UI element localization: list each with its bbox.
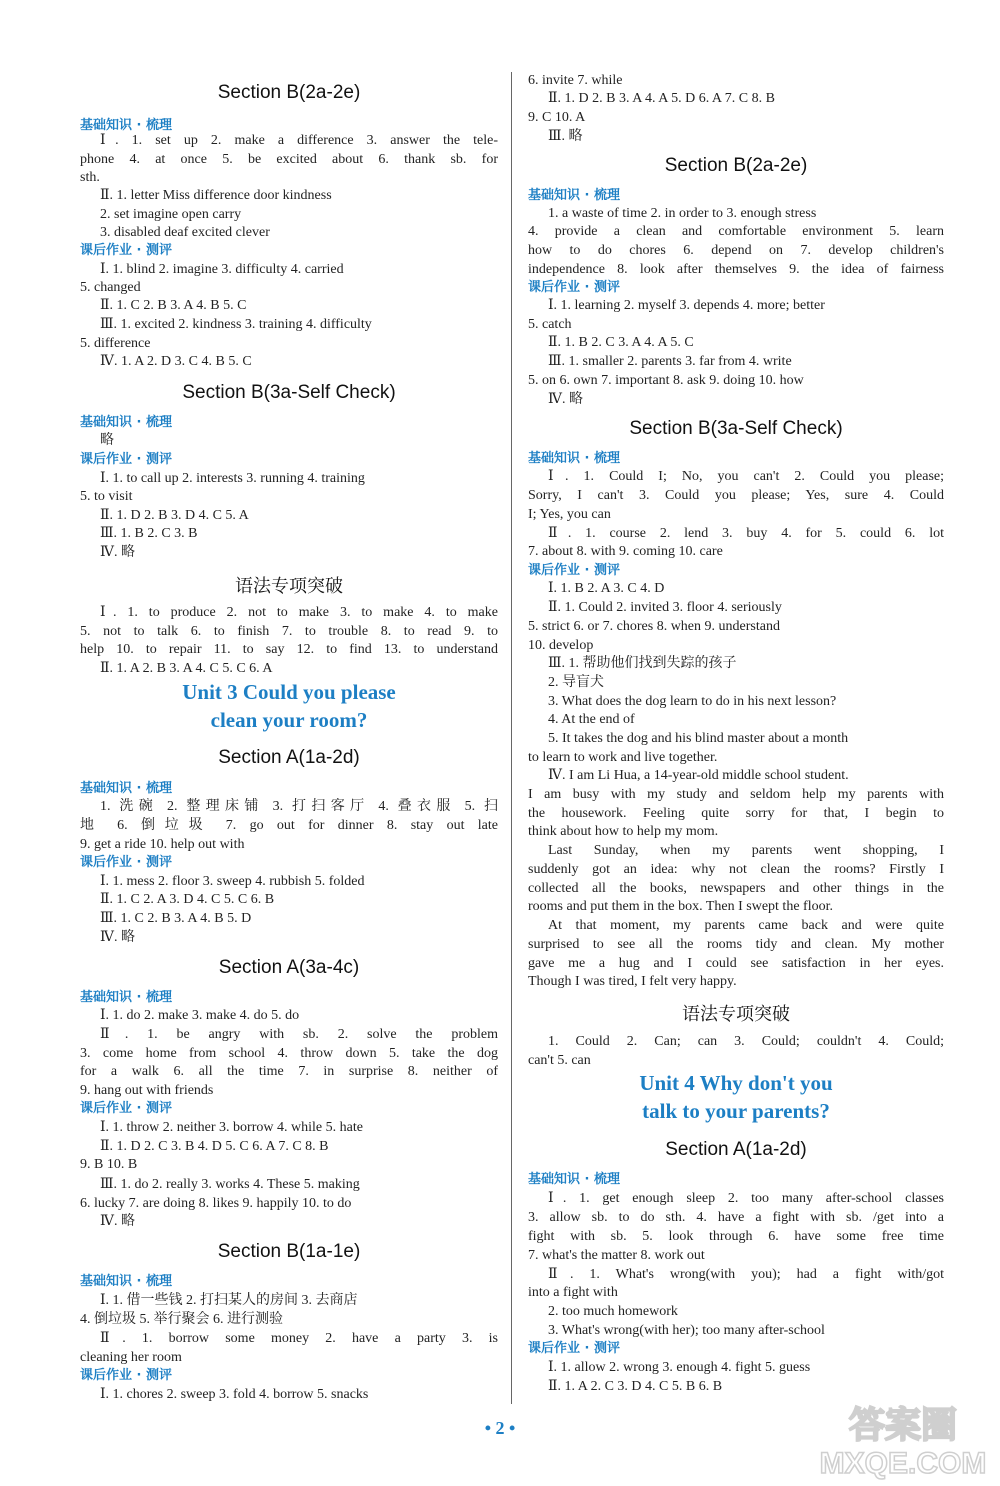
subsection-label: 课后作业 · 测评	[528, 563, 620, 578]
answer-line: Ⅲ. 1. do 2. really 3. works 4. These 5. making	[100, 1177, 360, 1192]
answer-line: Ⅰ. 1. get enough sleep 2. too many after-school classes	[548, 1191, 944, 1206]
page-number: • 2 •	[484, 1418, 516, 1438]
answer-line: 6. lucky 7. are doing 8. likes 9. happily 10. to do	[80, 1196, 352, 1211]
subsection-label: 课后作业 · 测评	[80, 452, 172, 467]
answer-line: Ⅱ. 1. be angry with sb. 2. solve the problem	[100, 1027, 498, 1042]
answer-line: Ⅳ. 略	[100, 545, 135, 560]
section-heading: Section B(1a-1e)	[217, 1241, 361, 1262]
answer-line: Ⅱ. 1. C 2. A 3. D 4. C 5. C 6. B	[100, 892, 275, 907]
subsection-label: 基础知识 · 梳理	[528, 188, 620, 203]
subsection-label: 基础知识 · 梳理	[80, 415, 172, 430]
section-heading: Section B(3a-Self Check)	[629, 418, 843, 439]
answer-line: the housework. Feeling quite sorry for that, I begin to	[528, 806, 944, 821]
answer-line: 7. about 8. with 9. coming 10. care	[528, 544, 723, 559]
answer-line: 6. invite 7. while	[528, 73, 623, 88]
watermark-url: MXQE.COM	[819, 1447, 987, 1480]
answer-line: Ⅳ. 1. A 2. D 3. C 4. B 5. C	[100, 354, 252, 369]
answer-line: 5. catch	[528, 317, 572, 332]
answer-line: 10. develop	[528, 638, 594, 653]
answer-line: Ⅰ. 1. do 2. make 3. make 4. do 5. do	[100, 1008, 300, 1023]
subsection-label: 课后作业 · 测评	[80, 1101, 172, 1116]
answer-line: Ⅱ. 1. letter Miss difference door kindness	[100, 188, 332, 203]
answer-line: At that moment, my parents came back and were quite	[548, 918, 944, 933]
section-heading: Section B(2a-2e)	[217, 82, 361, 103]
answer-line: 3. What does the dog learn to do in his next lesson?	[548, 694, 837, 709]
answer-line: think about how to help my mom.	[528, 824, 719, 839]
subsection-label: 课后作业 · 测评	[528, 1341, 620, 1356]
subsection-label: 课后作业 · 测评	[80, 1368, 172, 1383]
answer-line: 5. difference	[80, 336, 151, 351]
answer-line: Ⅳ. 略	[548, 392, 583, 407]
answer-line: cleaning her room	[80, 1350, 182, 1365]
answer-line: 略	[100, 433, 114, 448]
subsection-label: 课后作业 · 测评	[80, 243, 172, 258]
answer-line: 2. set imagine open carry	[100, 207, 242, 222]
subsection-label: 基础知识 · 梳理	[528, 451, 620, 466]
answer-line: 5. changed	[80, 280, 141, 295]
answer-line: to learn to work and live together.	[528, 750, 718, 765]
unit-title: talk to your parents?	[642, 1099, 830, 1123]
answer-line: 1. 洗碗 2. 整理床铺 3. 打扫客厅 4. 叠衣服 5. 扫	[100, 799, 498, 814]
section-heading: Section A(3a-4c)	[218, 957, 360, 978]
answer-line: Ⅰ. 1. Could I; No, you can't 2. Could you please;	[548, 469, 944, 484]
answer-line: 7. what's the matter 8. work out	[528, 1248, 705, 1263]
answer-line: Ⅰ. 1. to call up 2. interests 3. running 4. training	[100, 471, 365, 486]
answer-line: Ⅱ. 1. D 2. B 3. D 4. C 5. A	[100, 508, 249, 523]
answer-line: Ⅲ. 略	[548, 129, 583, 144]
answer-line: Ⅱ. 1. D 2. C 3. B 4. D 5. C 6. A 7. C 8. B	[100, 1139, 329, 1154]
grammar-heading: 语法专项突破	[235, 576, 343, 597]
answer-line: 5. to visit	[80, 489, 133, 504]
answer-line: Ⅰ. 1. throw 2. neither 3. borrow 4. while 5. hate	[100, 1120, 363, 1135]
answer-line: surprised to see all the rooms tidy and clean. My mother	[528, 937, 944, 952]
answer-line: Ⅱ. 1. What's wrong(with you); had a fight with/got	[548, 1267, 944, 1282]
answer-line: into a fight with	[528, 1285, 618, 1300]
unit-title: clean your room?	[210, 708, 368, 732]
answer-line: Ⅳ. 略	[100, 930, 135, 945]
answer-line: 9. C 10. A	[528, 110, 586, 125]
answer-line: I; Yes, you can	[528, 507, 611, 522]
watermark-title: 答案圈	[848, 1405, 958, 1446]
answer-line: Though I was tired, I felt very happy.	[528, 974, 737, 989]
answer-line: suddenly got an idea: why not clean the rooms? Firstly I	[528, 862, 944, 877]
answer-line: sth.	[80, 170, 100, 185]
answer-line: 2. 导盲犬	[548, 675, 604, 690]
answer-line: Sorry, I can't 3. Could you please; Yes, sure 4. Could	[528, 488, 944, 503]
answer-line: 4. provide a clean and comfortable environment 5. learn	[528, 224, 944, 239]
answer-line: Ⅰ. 1. to produce 2. not to make 3. to make 4. to make	[100, 605, 498, 620]
answer-line: Ⅲ. 1. 帮助他们找到失踪的孩子	[548, 656, 737, 671]
answer-line: 4. 倒垃圾 5. 举行聚会 6. 进行测验	[80, 1312, 283, 1327]
answer-line: rooms and put them in the box. Then I swept the floor.	[528, 899, 833, 914]
answer-line: 9. hang out with friends	[80, 1083, 214, 1098]
subsection-label: 基础知识 · 梳理	[80, 118, 172, 133]
answer-line: 3. allow sb. to do sth. 4. have a fight with sb. /get into a	[528, 1210, 944, 1225]
answer-line: how to do chores 6. depend on 7. develop children's	[528, 243, 944, 258]
answer-line: Ⅰ. 1. 借一些钱 2. 打扫某人的房间 3. 去商店	[100, 1293, 358, 1308]
answer-line: Ⅱ. 1. B 2. C 3. A 4. A 5. C	[548, 335, 694, 350]
subsection-label: 课后作业 · 测评	[80, 855, 172, 870]
answer-line: 4. At the end of	[548, 712, 635, 727]
answer-line: fight with sb. 5. look through 6. have some free time	[528, 1229, 944, 1244]
answer-line: Ⅰ. 1. B 2. A 3. C 4. D	[548, 581, 665, 596]
section-heading: Section A(1a-2d)	[218, 747, 360, 768]
answer-line: independence 8. look after themselves 9. the idea of fairness	[528, 262, 944, 277]
answer-line: Ⅰ. 1. set up 2. make a difference 3. answer the tele-	[100, 133, 498, 148]
column-divider	[511, 72, 512, 1404]
answer-line: Ⅱ. 1. borrow some money 2. have a party 3. is	[100, 1331, 498, 1346]
watermark-logo	[808, 1395, 998, 1480]
answer-line: can't 5. can	[528, 1053, 591, 1068]
answer-line: collected all the books, newspapers and other things in the	[528, 881, 944, 896]
answer-line: 9. get a ride 10. help out with	[80, 837, 245, 852]
answer-line: I am busy with my study and seldom help my parents with	[528, 787, 944, 802]
answer-line: Ⅱ. 1. course 2. lend 3. buy 4. for 5. could 6. lot	[548, 526, 944, 541]
answer-line: Ⅲ. 1. smaller 2. parents 3. far from 4. write	[548, 354, 792, 369]
answer-line: 5. not to talk 6. to finish 7. to trouble 8. to read 9. to	[80, 624, 498, 639]
answer-line: Ⅱ. 1. C 2. B 3. A 4. B 5. C	[100, 298, 247, 313]
section-heading: Section A(1a-2d)	[665, 1139, 807, 1160]
answer-line: 1. a waste of time 2. in order to 3. enough stress	[548, 206, 817, 221]
answer-line: Ⅲ. 1. C 2. B 3. A 4. B 5. D	[100, 911, 252, 926]
answer-line: 5. strict 6. or 7. chores 8. when 9. understand	[528, 619, 780, 634]
answer-line: Ⅱ. 1. D 2. B 3. A 4. A 5. D 6. A 7. C 8. B	[548, 91, 775, 106]
answer-line: phone 4. at once 5. be excited about 6. thank sb. for	[80, 152, 498, 167]
answer-line: 地 6. 倒垃圾 7. go out for dinner 8. stay out late	[80, 818, 498, 833]
subsection-label: 课后作业 · 测评	[528, 280, 620, 295]
answer-line: 3. What's wrong(with her); too many after-school	[548, 1323, 825, 1338]
subsection-label: 基础知识 · 梳理	[80, 1274, 172, 1289]
answer-line: Ⅳ. 略	[100, 1214, 135, 1229]
subsection-label: 基础知识 · 梳理	[80, 781, 172, 796]
answer-line: Ⅰ. 1. learning 2. myself 3. depends 4. more; better	[548, 298, 825, 313]
answer-line: gave me a hug and I could see satisfaction in her eyes.	[528, 956, 944, 971]
unit-title: Unit 4 Why don't you	[639, 1071, 833, 1095]
answer-line: 1. Could 2. Can; can 3. Could; couldn't 4. Could;	[548, 1034, 944, 1049]
answer-line: Ⅰ. 1. mess 2. floor 3. sweep 4. rubbish 5. folded	[100, 874, 365, 889]
subsection-label: 基础知识 · 梳理	[528, 1172, 620, 1187]
answer-line: Ⅱ. 1. Could 2. invited 3. floor 4. seriously	[548, 600, 782, 615]
grammar-heading: 语法专项突破	[682, 1004, 790, 1025]
watermark-graphic	[808, 1395, 998, 1480]
answer-line: Ⅱ. 1. A 2. C 3. D 4. C 5. B 6. B	[548, 1379, 723, 1394]
section-heading: Section B(3a-Self Check)	[182, 382, 396, 403]
answer-line: 5. on 6. own 7. important 8. ask 9. doing 10. how	[528, 373, 804, 388]
answer-line: 5. It takes the dog and his blind master about a month	[548, 731, 849, 746]
answer-line: 3. come home from school 4. throw down 5. take the dog	[80, 1046, 498, 1061]
answer-line: Ⅳ. I am Li Hua, a 14-year-old middle school student.	[548, 768, 849, 783]
answer-line: 3. disabled deaf excited clever	[100, 225, 270, 240]
answer-line: Ⅱ. 1. A 2. B 3. A 4. C 5. C 6. A	[100, 661, 273, 676]
unit-title: Unit 3 Could you please	[182, 680, 396, 704]
answer-line: Ⅲ. 1. B 2. C 3. B	[100, 526, 198, 541]
answer-line: Ⅰ. 1. chores 2. sweep 3. fold 4. borrow 5. snacks	[100, 1387, 369, 1402]
answer-line: for a walk 6. all the time 7. in surprise 8. neither of	[80, 1064, 498, 1079]
answer-line: 9. B 10. B	[80, 1157, 138, 1172]
answer-line: 2. too much homework	[548, 1304, 678, 1319]
answer-line: Ⅰ. 1. allow 2. wrong 3. enough 4. fight 5. guess	[548, 1360, 811, 1375]
section-heading: Section B(2a-2e)	[664, 155, 808, 176]
answer-line: Ⅲ. 1. excited 2. kindness 3. training 4. difficulty	[100, 317, 372, 332]
answer-line: Ⅰ. 1. blind 2. imagine 3. difficulty 4. carried	[100, 262, 344, 277]
answer-line: Last Sunday, when my parents went shopping, I	[548, 843, 944, 858]
subsection-label: 基础知识 · 梳理	[80, 990, 172, 1005]
answer-line: help 10. to repair 11. to say 12. to find 13. to understand	[80, 642, 498, 657]
